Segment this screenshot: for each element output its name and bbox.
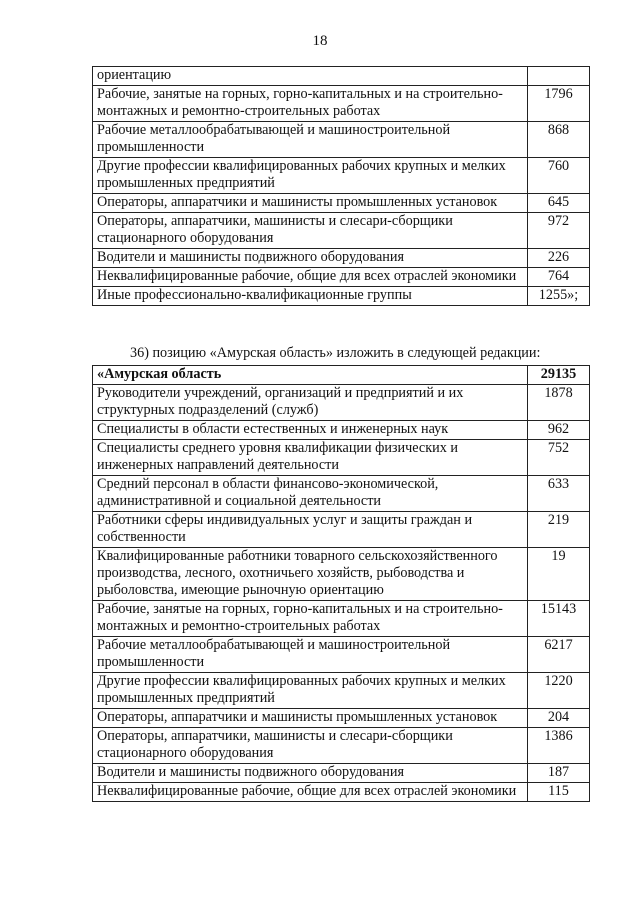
row-value: 645: [528, 194, 590, 213]
row-label: Неквалифицированные рабочие, общие для всех отраслей экономики: [93, 783, 528, 802]
table-row: [93, 385, 590, 421]
row-label: Операторы, аппаратчики, машинисты и слесари-сборщики стационарного оборудования: [93, 728, 528, 764]
row-label: Специалисты среднего уровня квалификации физических и инженерных направлений деятельности: [93, 440, 528, 476]
row-value: 962: [528, 421, 590, 440]
row-label: Рабочие металлообрабатывающей и машиностроительной промышленности: [93, 637, 528, 673]
row-value: 972: [528, 213, 590, 249]
table-row: [93, 709, 590, 728]
row-value: 760: [528, 158, 590, 194]
table-row: [93, 86, 590, 122]
row-label: Операторы, аппаратчики и машинисты промышленных установок: [93, 709, 528, 728]
table-row: [93, 728, 590, 764]
table-header-row: [93, 366, 590, 385]
row-label: Специалисты в области естественных и инженерных наук: [93, 421, 528, 440]
table-row: [93, 764, 590, 783]
row-value: 1386: [528, 728, 590, 764]
row-label: Водители и машинисты подвижного оборудования: [93, 249, 528, 268]
table-row: [93, 601, 590, 637]
table-continuation: [92, 66, 590, 306]
table-row: [93, 194, 590, 213]
row-label: Рабочие металлообрабатывающей и машиностроительной промышленности: [93, 122, 528, 158]
table-row: [93, 440, 590, 476]
row-value: 19: [528, 548, 590, 601]
row-value: 764: [528, 268, 590, 287]
row-value: 633: [528, 476, 590, 512]
region-total: 29135: [528, 366, 590, 385]
row-label: Операторы, аппаратчики, машинисты и слесари-сборщики стационарного оборудования: [93, 213, 528, 249]
row-label: ориентацию: [93, 67, 528, 86]
row-label: Квалифицированные работники товарного сельскохозяйственного производства, лесного, охотничьего хозяйств, рыбоводства и рыболовства, имеющие рыночную ориентацию: [93, 548, 528, 601]
row-value: 219: [528, 512, 590, 548]
row-label: Средний персонал в области финансово-экономической, административной и социальной деятельности: [93, 476, 528, 512]
table-row: [93, 287, 590, 306]
row-value: 6217: [528, 637, 590, 673]
table-row: [93, 158, 590, 194]
table-row: [93, 548, 590, 601]
row-label: Работники сферы индивидуальных услуг и защиты граждан и собственности: [93, 512, 528, 548]
table-row: [93, 122, 590, 158]
amendment-instruction: 36) позицию «Амурская область» изложить в следующей редакции:: [130, 345, 541, 361]
row-label: Операторы, аппаратчики и машинисты промышленных установок: [93, 194, 528, 213]
row-value: 1878: [528, 385, 590, 421]
table-row: [93, 213, 590, 249]
table-row: [93, 249, 590, 268]
page-number: 18: [312, 33, 328, 49]
row-value: 226: [528, 249, 590, 268]
row-value: 1255»;: [528, 287, 590, 306]
table-amur-region: [92, 365, 590, 802]
table-row: [93, 637, 590, 673]
table-1-body: [93, 67, 590, 306]
row-label: Рабочие, занятые на горных, горно-капитальных и на строительно-монтажных и ремонтно-строительных работах: [93, 601, 528, 637]
row-value: 752: [528, 440, 590, 476]
row-value: 15143: [528, 601, 590, 637]
row-value: [528, 67, 590, 86]
row-label: Неквалифицированные рабочие, общие для всех отраслей экономики: [93, 268, 528, 287]
row-label: Другие профессии квалифицированных рабочих крупных и мелких промышленных предприятий: [93, 673, 528, 709]
table-row: [93, 421, 590, 440]
table-row: [93, 783, 590, 802]
table-row: [93, 67, 590, 86]
table-2-body: [93, 366, 590, 802]
table-row: [93, 512, 590, 548]
row-label: Рабочие, занятые на горных, горно-капитальных и на строительно-монтажных и ремонтно-строительных работах: [93, 86, 528, 122]
table-row: [93, 268, 590, 287]
table-row: [93, 673, 590, 709]
row-label: Иные профессионально-квалификационные группы: [93, 287, 528, 306]
row-value: 868: [528, 122, 590, 158]
row-label: Другие профессии квалифицированных рабочих крупных и мелких промышленных предприятий: [93, 158, 528, 194]
row-value: 187: [528, 764, 590, 783]
region-name: «Амурская область: [93, 366, 528, 385]
row-value: 1796: [528, 86, 590, 122]
row-label: Водители и машинисты подвижного оборудования: [93, 764, 528, 783]
table-row: [93, 476, 590, 512]
row-value: 1220: [528, 673, 590, 709]
row-value: 115: [528, 783, 590, 802]
row-value: 204: [528, 709, 590, 728]
row-label: Руководители учреждений, организаций и предприятий и их структурных подразделений (служб): [93, 385, 528, 421]
